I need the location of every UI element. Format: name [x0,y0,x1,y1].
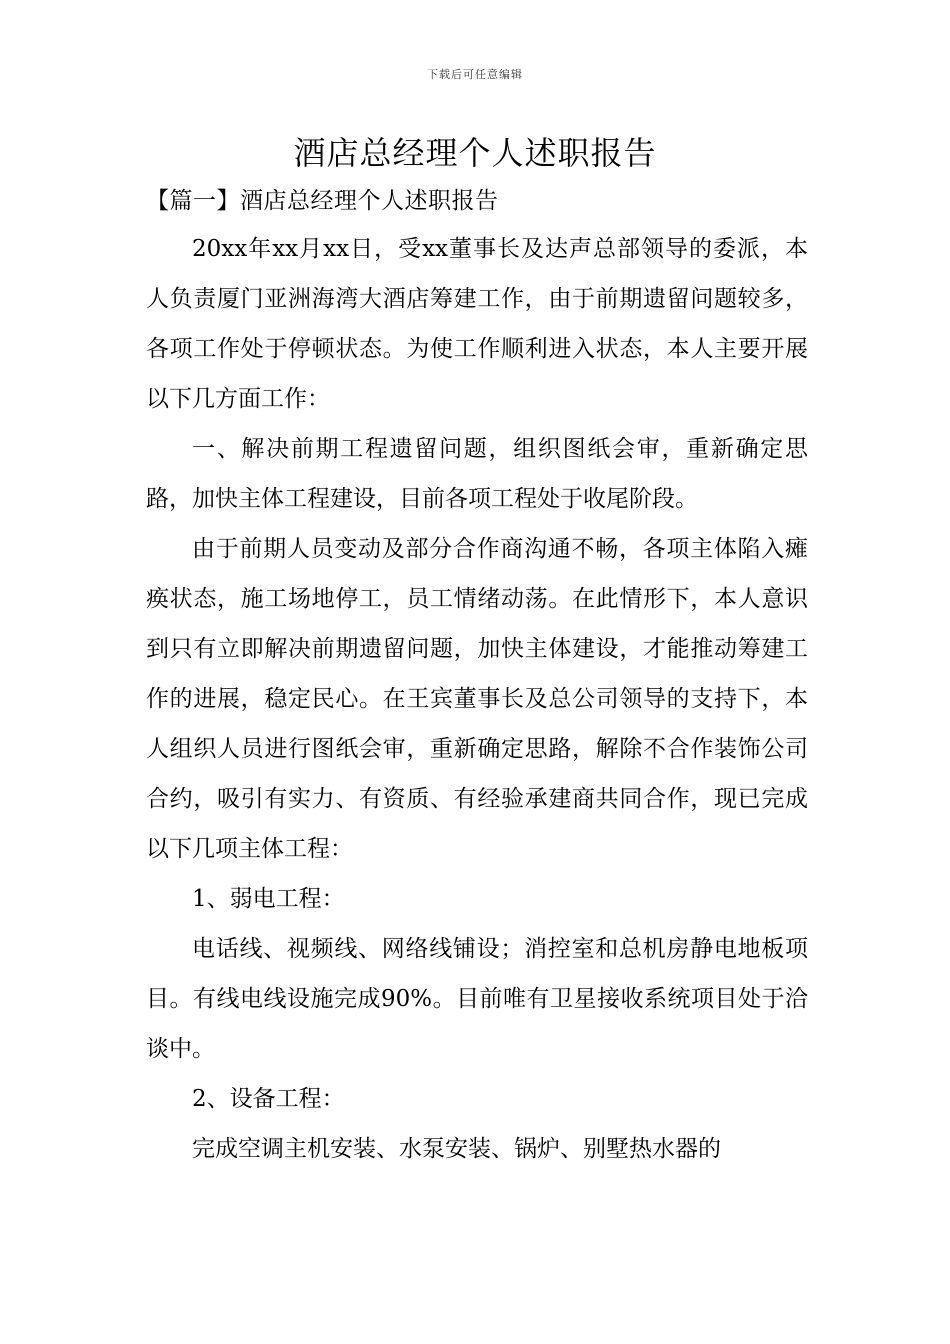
paragraph: 一、解决前期工程遗留问题，组织图纸会审，重新确定思路，加快主体工程建设，目前各项工程处于收尾阶段。 [146,436,808,512]
paragraph: 20xx年xx月xx日，受xx董事长及达声总部领导的委派，本人负责厦门亚洲海湾大酒店筹建工作，由于前期遗留问题较多，各项工作处于停顿状态。为使工作顺利进入状态，本人主要开展以下几方面工作： [146,236,808,412]
paragraph: 电话线、视频线、网络线铺设；消控室和总机房静电地板项目。有线电线设施完成90%。目前唯有卫星接收系统项目处于洽谈中。 [146,936,808,1062]
section-heading: 【篇一】酒店总经理个人述职报告 [146,188,499,214]
paragraph: 由于前期人员变动及部分合作商沟通不畅，各项主体陷入瘫痪状态，施工场地停工，员工情绪动荡。在此情形下，本人意识到只有立即解决前期遗留问题，加快主体建设，才能推动筹建工作的进展，稳定民心。在王宾董事长及总公司领导的支持下，本人组织人员进行图纸会审，重新确定思路，解除不合作装饰公司合约，吸引有实力、有资质、有经验承建商共同合作，现已完成以下几项主体工程： [146,536,808,862]
document-body [146,224,808,1174]
paragraph: 1、弱电工程： [192,886,345,912]
header-note: 下载后可任意编辑 [427,68,523,81]
paragraph: 2、设备工程： [192,1086,345,1112]
document-title: 酒店总经理个人述职报告 [293,134,657,172]
paragraph: 完成空调主机安装、水泵安装、锅炉、别墅热水器的 [192,1136,721,1162]
